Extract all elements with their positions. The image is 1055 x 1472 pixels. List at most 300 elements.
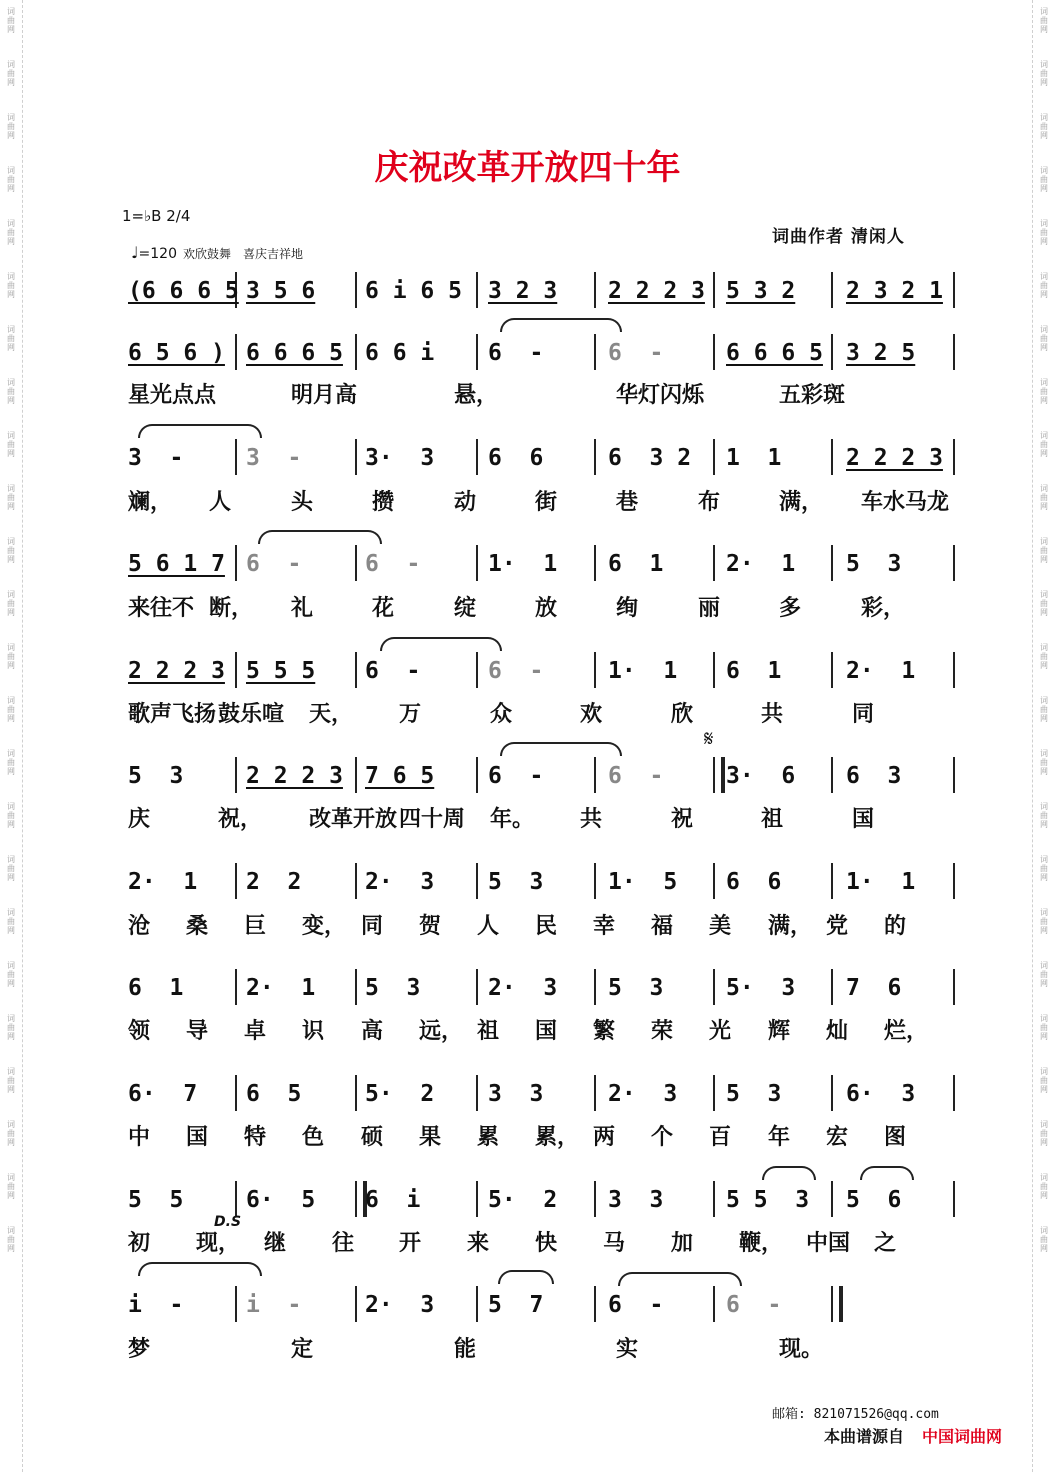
lyric-syllable: 往 [332,1230,355,1256]
measure-notes: 1· 1 [846,869,916,895]
measure-notes: 6 3 [846,763,902,789]
watermark-text: 词 曲 网 [1040,961,1048,988]
measure-notes: 2 2 2 3 [128,658,225,684]
lyric-syllable: 图 [884,1124,907,1150]
lyric-syllable: 国 [186,1124,209,1150]
barline [235,545,237,581]
lyric-syllable: 祖 [761,806,784,832]
lyrics-row [118,1332,958,1364]
barline [355,272,357,308]
barline [831,863,833,899]
lyric-syllable: 歌声飞扬 [128,701,217,727]
slur-tie [500,742,622,756]
watermark-text: 词 曲 网 [1040,325,1048,352]
measure-notes: 5 6 1 7 [128,551,225,577]
measure-notes: 5 3 [608,975,664,1001]
barline [953,334,955,370]
lyric-syllable: 多 [779,595,802,621]
measure-notes: 3 3 [608,1187,664,1213]
watermark-text: 词 曲 网 [1040,1067,1048,1094]
barline [953,969,955,1005]
measure-notes: 5· 2 [365,1081,435,1107]
lyric-syllable: 满， [768,913,813,939]
watermark-text: 词 曲 网 [1040,696,1048,723]
watermark-text: 词 曲 网 [7,378,15,405]
lyric-syllable: 改革开放 [309,806,398,832]
barline [713,1075,715,1111]
slur-tie [860,1166,914,1180]
measure-notes: 3· 6 [726,763,796,789]
lyric-syllable: 布 [698,489,721,515]
lyric-syllable: 加 [671,1230,694,1256]
left-watermark-strip [2,0,20,1472]
lyric-syllable: 国 [535,1018,558,1044]
measure-notes: 6 6 [488,445,544,471]
double-barline [831,1286,843,1322]
lyric-syllable: 万 [399,701,422,727]
lyric-syllable: 共 [580,806,603,832]
score-row [118,863,958,903]
measure-notes: 2 2 2 3 [846,445,943,471]
lyric-syllable: 个 [651,1124,674,1150]
measure-notes: 6 1 [726,658,782,684]
lyric-syllable: 人 [477,913,500,939]
lyric-syllable: 祝， [218,806,263,832]
lyric-syllable: 荣 [651,1018,674,1044]
slur-tie [500,318,622,332]
barline [953,757,955,793]
watermark-text: 词 曲 网 [1040,908,1048,935]
watermark-text: 词 曲 网 [1040,7,1048,34]
lyrics-row [118,485,958,517]
barline [713,439,715,475]
barline [355,757,357,793]
watermark-text: 词 曲 网 [1040,802,1048,829]
measure-notes: 2· 3 [365,869,435,895]
lyric-syllable: 硕 [361,1124,384,1150]
measure-notes: 2· 3 [608,1081,678,1107]
lyric-syllable: 导 [186,1018,209,1044]
measure-notes: 5 3 [726,1081,782,1107]
barline [355,969,357,1005]
barline [594,334,596,370]
measure-notes: 6 - [488,340,544,366]
watermark-text: 词 曲 网 [1040,272,1048,299]
barline [476,272,478,308]
measure-notes: 6· 7 [128,1081,198,1107]
lyric-syllable: 放 [535,595,558,621]
barline [476,652,478,688]
lyric-syllable: 光 [709,1018,732,1044]
measure-notes: 3 3 [488,1081,544,1107]
barline [953,1075,955,1111]
lyric-syllable: 礼 [291,595,314,621]
measure-notes: 2· 1 [128,869,198,895]
measure-notes: 2· 1 [246,975,316,1001]
barline [831,439,833,475]
measure-notes: 6 6 6 5 [726,340,823,366]
lyric-syllable: 欢 [580,701,603,727]
lyric-syllable: 继 [264,1230,287,1256]
lyric-syllable: 现， [196,1230,241,1256]
measure-notes: (6 6 6 5 [128,278,239,304]
lyric-syllable: 来往不 [128,595,195,621]
lyric-syllable: 福 [651,913,674,939]
measure-notes: 1· 1 [488,551,558,577]
lyric-syllable: 马 [603,1230,626,1256]
barline [235,969,237,1005]
lyric-syllable: 初 [128,1230,151,1256]
lyric-syllable: 定 [291,1336,314,1362]
lyric-syllable: 幸 [593,913,616,939]
barline [594,757,596,793]
watermark-text: 词 曲 网 [1040,378,1048,405]
measure-notes: 2· 3 [365,1292,435,1318]
watermark-text: 词 曲 网 [1040,537,1048,564]
watermark-text: 词 曲 网 [7,1014,15,1041]
barline [594,969,596,1005]
double-barline [713,757,725,793]
measure-notes: 5 3 [128,763,184,789]
barline [594,652,596,688]
slur-tie [138,424,262,438]
lyric-syllable: 国 [852,806,875,832]
watermark-text: 词 曲 网 [1040,855,1048,882]
lyric-syllable: 开 [399,1230,422,1256]
barline [713,863,715,899]
barline [953,1181,955,1217]
lyric-syllable: 百 [709,1124,732,1150]
watermark-text: 词 曲 网 [1040,643,1048,670]
lyric-syllable: 同 [361,913,384,939]
barline [953,439,955,475]
barline [235,1075,237,1111]
score-row [118,439,958,479]
barline [594,863,596,899]
lyric-syllable: 花 [372,595,395,621]
lyric-syllable: 斓， [128,489,173,515]
lyric-syllable: 灿 [826,1018,849,1044]
lyric-syllable: 现。 [779,1336,824,1362]
barline [235,334,237,370]
watermark-text: 词 曲 网 [7,855,15,882]
watermark-text: 词 曲 网 [7,484,15,511]
lyric-syllable: 的 [884,913,907,939]
barline [831,272,833,308]
lyric-syllable: 头 [291,489,314,515]
lyrics-row [118,378,958,410]
lyrics-row [118,1226,958,1258]
lyric-syllable: 快 [535,1230,558,1256]
measure-notes: 1· 5 [608,869,678,895]
score-row [118,652,958,692]
lyric-syllable: 之 [874,1230,897,1256]
watermark-text: 词 曲 网 [1040,1173,1048,1200]
score-row [118,757,958,797]
lyric-syllable: 年 [768,1124,791,1150]
measure-notes: 5· 3 [726,975,796,1001]
barline [713,334,715,370]
barline [476,1181,478,1217]
lyric-syllable: 街 [535,489,558,515]
lyric-syllable: 民 [535,913,558,939]
lyric-syllable: 果 [419,1124,442,1150]
watermark-text: 词 曲 网 [1040,166,1048,193]
measure-notes: 6· 5 [246,1187,316,1213]
lyric-syllable: 明月高 [291,382,358,408]
barline [594,1286,596,1322]
watermark-text: 词 曲 网 [7,7,15,34]
measure-notes: 1 1 [726,445,782,471]
barline [235,652,237,688]
lyric-syllable: 悬， [454,382,499,408]
watermark-text: 词 曲 网 [1040,484,1048,511]
barline [235,863,237,899]
barline [713,1181,715,1217]
measure-notes: 6 - [246,551,302,577]
song-title: 庆祝改革开放四十年 [374,148,681,188]
lyric-syllable: 天， [309,701,354,727]
measure-notes: 5 3 [488,869,544,895]
lyric-syllable: 欣 [671,701,694,727]
lyric-syllable: 人 [209,489,232,515]
watermark-text: 词 曲 网 [7,749,15,776]
measure-notes: 2 2 [246,869,302,895]
lyric-syllable: 两 [593,1124,616,1150]
lyric-syllable: 桑 [186,913,209,939]
measure-notes: 7 6 [846,975,902,1001]
watermark-text: 词 曲 网 [1040,60,1048,87]
score-row [118,1181,958,1221]
slur-tie [618,1272,742,1286]
watermark-text: 词 曲 网 [1040,113,1048,140]
barline [355,1075,357,1111]
measure-notes: 3· 3 [365,445,435,471]
barline [476,1286,478,1322]
barline [235,1286,237,1322]
watermark-text: 词 曲 网 [7,802,15,829]
lyric-syllable: 年。 [490,806,535,832]
watermark-text: 词 曲 网 [7,113,15,140]
watermark-text: 词 曲 网 [7,219,15,246]
watermark-text: 词 曲 网 [1040,1120,1048,1147]
barline [476,969,478,1005]
measure-notes: 6 1 [128,975,184,1001]
lyrics-row [118,802,958,834]
measure-notes: 6 - [608,763,664,789]
measure-notes: 6 6 i [365,340,435,366]
watermark-text: 词 曲 网 [7,537,15,564]
barline [713,272,715,308]
measure-notes: 5 3 [365,975,421,1001]
measure-notes: 5 5 5 [246,658,316,684]
composer-credit: 词曲作者 清闲人 [772,227,905,247]
barline [831,1075,833,1111]
lyric-syllable: 美 [709,913,732,939]
score-row [118,545,958,585]
lyric-syllable: 众 [490,701,513,727]
lyric-syllable: 累 [477,1124,500,1150]
barline [476,757,478,793]
measure-notes: 3 - [246,445,302,471]
lyric-syllable: 累， [535,1124,580,1150]
measure-notes: 2· 1 [846,658,916,684]
barline [476,863,478,899]
barline [713,652,715,688]
measure-notes: 7 6 5 [365,763,435,789]
barline [476,439,478,475]
watermark-text: 词 曲 网 [7,60,15,87]
lyrics-row [118,909,958,941]
lyrics-row [118,1014,958,1046]
watermark-text: 词 曲 网 [7,325,15,352]
measure-notes: i - [128,1292,184,1318]
lyric-syllable: 祝 [671,806,694,832]
watermark-text: 词 曲 网 [1040,1226,1048,1253]
lyric-syllable: 五彩斑 [779,382,846,408]
lyric-syllable: 变， [302,913,347,939]
lyric-syllable: 实 [616,1336,639,1362]
lyric-syllable: 高 [361,1018,384,1044]
barline [235,757,237,793]
lyric-syllable: 断， [209,595,254,621]
barline [235,1181,237,1217]
lyric-syllable: 星光点点 [128,382,217,408]
watermark-text: 词 曲 网 [1040,1014,1048,1041]
segno-sign: 𝄋 [704,727,714,752]
watermark-text: 词 曲 网 [7,431,15,458]
barline [355,545,357,581]
watermark-text: 词 曲 网 [1040,219,1048,246]
measure-notes: 6 - [488,658,544,684]
watermark-text: 词 曲 网 [7,643,15,670]
lyric-syllable: 中国 [806,1230,851,1256]
lyric-syllable: 梦 [128,1336,151,1362]
measure-notes: 3 2 3 [488,278,558,304]
lyric-syllable: 华灯闪烁 [616,382,705,408]
lyric-syllable: 丽 [698,595,721,621]
measure-notes: 6 - [365,551,421,577]
measure-notes: 6· 3 [846,1081,916,1107]
barline [713,1286,715,1322]
lyric-syllable: 特 [244,1124,267,1150]
lyric-syllable: 祖 [477,1018,500,1044]
tempo-marking [131,243,303,262]
measure-notes: 6 - [488,763,544,789]
barline [831,545,833,581]
measure-notes: 6 5 [246,1081,302,1107]
watermark-text: 词 曲 网 [1040,431,1048,458]
lyric-syllable: 巨 [244,913,267,939]
lyric-syllable: 远， [419,1018,464,1044]
measure-notes: i - [246,1292,302,1318]
lyric-syllable: 领 [128,1018,151,1044]
slur-tie [762,1166,816,1180]
lyric-syllable: 鼓乐喧 [218,701,285,727]
lyric-syllable: 中 [128,1124,151,1150]
barline [476,1075,478,1111]
measure-notes: 1· 1 [608,658,678,684]
measure-notes: 5 5 3 [726,1187,810,1213]
barline [594,272,596,308]
lyric-syllable: 贺 [419,913,442,939]
lyric-syllable: 党 [826,913,849,939]
measure-notes: 6 3 2 [608,445,692,471]
expression-mark: 欢欣鼓舞 喜庆吉祥地 [183,247,304,261]
barline [355,334,357,370]
lyric-syllable: 辉 [768,1018,791,1044]
right-margin-guide [1032,0,1033,1472]
lyric-syllable: 绚 [616,595,639,621]
lyric-syllable: 能 [454,1336,477,1362]
measure-notes: 5 6 [846,1187,902,1213]
slur-tie [138,1262,262,1276]
quarter-note-icon: ♩ [131,243,139,262]
lyric-syllable: 动 [454,489,477,515]
watermark-text: 词 曲 网 [1040,590,1048,617]
watermark-text: 词 曲 网 [7,590,15,617]
measure-notes: 3 2 5 [846,340,916,366]
barline [831,1181,833,1217]
lyric-syllable: 满， [779,489,824,515]
score-row [118,334,958,374]
measure-notes: 2 2 2 3 [246,763,343,789]
watermark-text: 词 曲 网 [7,166,15,193]
score-row [118,272,958,312]
slur-tie [258,530,382,544]
tempo-value: =120 [138,246,177,262]
lyric-syllable: 鞭， [739,1230,784,1256]
measure-notes: 5 7 [488,1292,544,1318]
measure-notes: 6 i 6 5 [365,278,462,304]
lyrics-row [118,1120,958,1152]
slur-tie [498,1270,554,1284]
watermark-text: 词 曲 网 [7,272,15,299]
barline [355,652,357,688]
watermark-text: 词 曲 网 [1040,749,1048,776]
measure-notes: 3 - [128,445,184,471]
measure-notes: 6 - [365,658,421,684]
source-site-link[interactable]: 中国词曲网 [922,1427,1003,1446]
measure-notes: 6 1 [608,551,664,577]
barline [476,545,478,581]
barline [355,439,357,475]
measure-notes: 2 2 2 3 [608,278,705,304]
measure-notes: 2 3 2 1 [846,278,943,304]
watermark-text: 词 曲 网 [7,1067,15,1094]
watermark-text: 词 曲 网 [7,1226,15,1253]
measure-notes: 6 - [726,1292,782,1318]
barline [713,969,715,1005]
lyrics-row [118,591,958,623]
barline [355,1286,357,1322]
barline [831,652,833,688]
footer-email: 邮箱: 821071526@qq.com [772,1407,939,1422]
barline [476,334,478,370]
watermark-text: 词 曲 网 [7,961,15,988]
barline [831,334,833,370]
right-watermark-strip [1035,0,1053,1472]
lyric-syllable: 庆 [128,806,151,832]
lyric-syllable: 烂， [884,1018,929,1044]
barline [594,1181,596,1217]
lyric-syllable: 共 [761,701,784,727]
barline [953,652,955,688]
lyric-syllable: 色 [302,1124,325,1150]
barline [235,439,237,475]
lyrics-row [118,697,958,729]
lyric-syllable: 同 [852,701,875,727]
